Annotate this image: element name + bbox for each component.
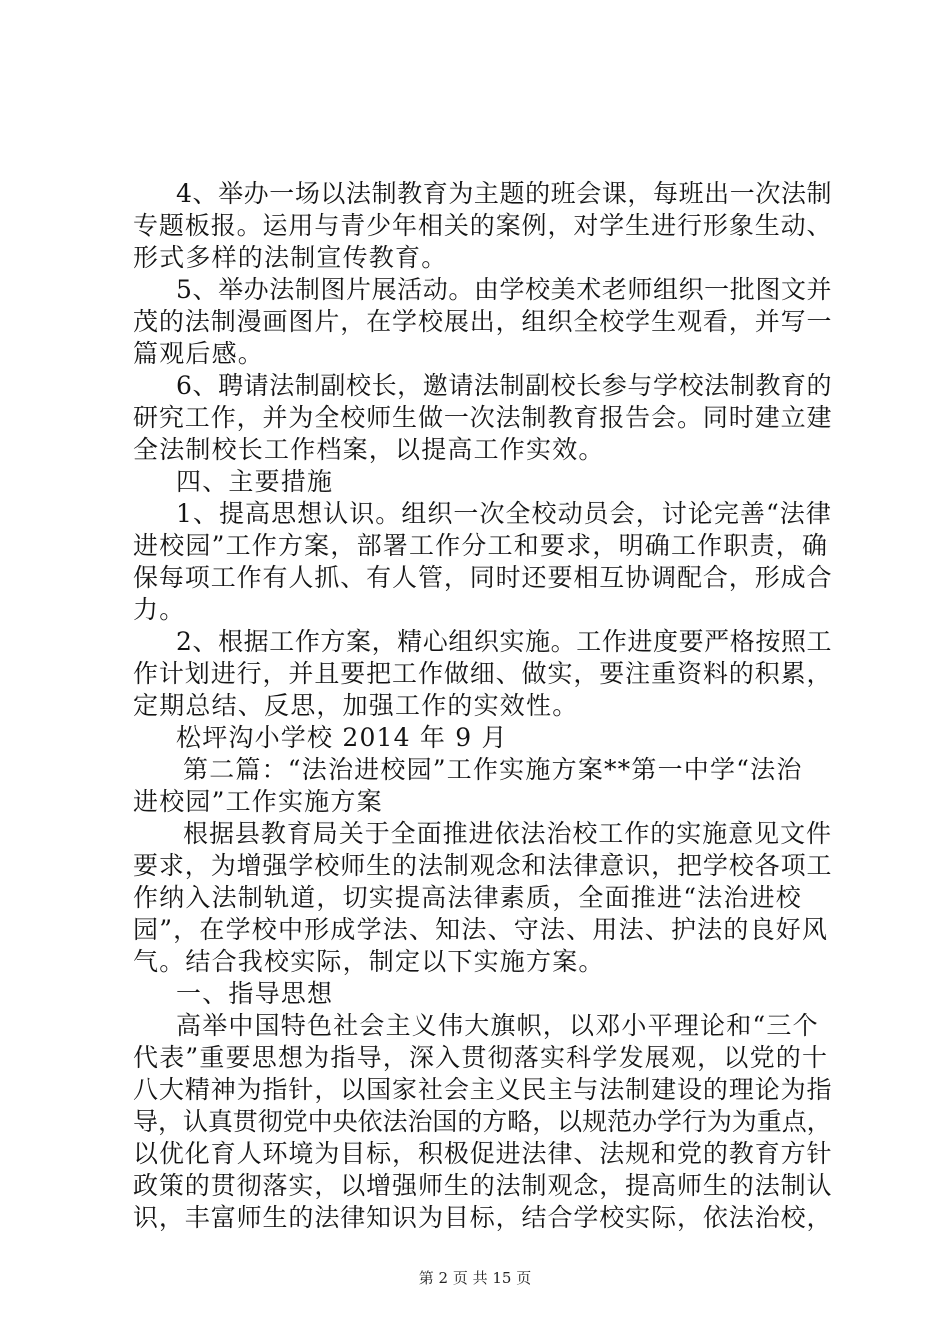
paragraph-line: 1、提高思想认识。组织一次全校动员会，讨论完善“法律 (176, 499, 832, 528)
paragraph-line: 力。 (133, 595, 186, 624)
paragraph-line: 识，丰富师生的法律知识为目标，结合学校实际，依法治校， (133, 1203, 833, 1232)
paragraph-line: 园”，在学校中形成学法、知法、守法、用法、护法的良好风 (133, 915, 829, 944)
section-heading: 一、指导思想 (176, 979, 334, 1008)
page-footer: 第 2 页 共 15 页 (418, 1269, 532, 1287)
paragraph-line: 研究工作，并为全校师生做一次法制教育报告会。同时建立建 (133, 403, 833, 432)
paragraph-line: 要求，为增强学校师生的法制观念和法律意识，把学校各项工 (133, 851, 833, 880)
paragraph-line: 代表”重要思想为指导，深入贯彻落实科学发展观，以党的十 (133, 1043, 829, 1072)
paragraph-line: 作纳入法制轨道，切实提高法律素质，全面推进“法治进校 (133, 883, 802, 912)
paragraph-line: 保每项工作有人抓、有人管，同时还要相互协调配合，形成合 (133, 563, 833, 592)
paragraph-line: 八大精神为指针，以国家社会主义民主与法制建设的理论为指 (133, 1075, 833, 1104)
paragraph-line: 进校园”工作方案，部署工作分工和要求，明确工作职责，确 (133, 531, 829, 560)
paragraph-line: 定期总结、反思，加强工作的实效性。 (133, 691, 579, 720)
paragraph-line: 进校园”工作实施方案 (133, 787, 383, 816)
paragraph-line: 2、根据工作方案，精心组织实施。工作进度要严格按照工 (176, 627, 833, 656)
paragraph-line: 导，认真贯彻党中央依法治国的方略，以规范办学行为为重点， (133, 1107, 832, 1136)
paragraph-line: 作计划进行，并且要把工作做细、做实，要注重资料的积累， (133, 659, 833, 688)
paragraph-line: 4、举办一场以法制教育为主题的班会课，每班出一次法制 (176, 179, 833, 208)
section-heading: 四、主要措施 (176, 467, 334, 496)
paragraph-line: 篇观后感。 (133, 339, 265, 368)
paragraph-line: 形式多样的法制宣传教育。 (133, 243, 448, 272)
paragraph-line: 第二篇：“法治进校园”工作实施方案**第一中学“法治 (183, 755, 803, 784)
paragraph-line: 以优化育人环境为目标，积极促进法律、法规和党的教育方针 (133, 1139, 833, 1168)
paragraph-line: 根据县教育局关于全面推进依法治校工作的实施意见文件 (183, 819, 833, 848)
paragraph-line: 气。结合我校实际，制定以下实施方案。 (133, 947, 605, 976)
paragraph-line: 高举中国特色社会主义伟大旗帜，以邓小平理论和“三个 (176, 1011, 819, 1040)
paragraph-line: 茂的法制漫画图片，在学校展出，组织全校学生观看，并写一 (133, 307, 833, 336)
paragraph-line: 全法制校长工作档案，以提高工作实效。 (133, 435, 605, 464)
signature-line: 松坪沟小学校 2014 年 9 月 (176, 723, 508, 752)
paragraph-line: 政策的贯彻落实，以增强师生的法制观念，提高师生的法制认 (133, 1171, 833, 1200)
paragraph-line: 5、举办法制图片展活动。由学校美术老师组织一批图文并 (176, 275, 833, 304)
paragraph-line: 6、聘请法制副校长，邀请法制副校长参与学校法制教育的 (176, 371, 833, 400)
paragraph-line: 专题板报。运用与青少年相关的案例，对学生进行形象生动、 (133, 211, 833, 240)
